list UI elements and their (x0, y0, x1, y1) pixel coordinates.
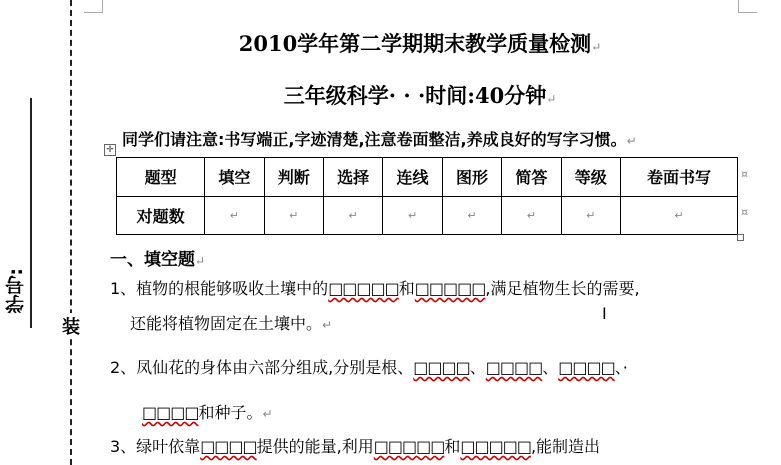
binding-dashed-line (70, 0, 72, 465)
score-cell[interactable]: ↵ (264, 196, 323, 235)
q3-mid-2: 和 (444, 437, 461, 456)
q1-prefix: 1、植物的根能够吸收土壤中的 (110, 279, 329, 298)
q2-blank-4[interactable]: □□□□ (142, 403, 199, 422)
q2-prefix: 2、凤仙花的身体由六部分组成,分别是根、 (110, 358, 414, 377)
q1-blank-1[interactable]: □□□□□ (328, 279, 399, 298)
q1-mid: 和 (398, 279, 415, 298)
q3-suffix: ,能制造出 (530, 437, 601, 456)
header-grade: 等级 (561, 158, 620, 197)
q1-suffix: ,满足植物生长的需要, (485, 279, 640, 298)
score-table (116, 157, 738, 235)
header-matching: 连线 (383, 158, 442, 197)
exam-subtitle (150, 80, 690, 110)
header-multiple-choice: 选择 (323, 158, 382, 197)
q1-line2: 还能将植物固定在土壤中。 (130, 314, 323, 333)
margin-corner-mark-right (738, 0, 757, 13)
name-field-line (30, 98, 32, 328)
margin-corner-mark-left (84, 0, 103, 13)
header-short-answer: 简答 (502, 158, 561, 197)
q2-sep-2: 、 (542, 358, 559, 377)
q2-sep-1: 、 (469, 358, 486, 377)
section-heading-text: 一、填空题 (110, 250, 195, 270)
q2-blank-3[interactable]: □□□□ (558, 358, 615, 377)
text-cursor-icon: I (602, 304, 607, 323)
score-table-count-row (117, 196, 738, 235)
q2-sep-3: 、· (614, 358, 628, 377)
header-question-type: 题型 (117, 158, 205, 197)
q3-blank-3[interactable]: □□□□□ (460, 437, 531, 456)
exam-notice-text: 同学们请注意:书写端正,字迹清楚,注意卷面整洁,养成良好的写字习惯。 (122, 130, 627, 149)
row-end-mark: ¤ (741, 206, 748, 219)
student-number-label: 学号: (5, 268, 27, 314)
question-2-line-2 (142, 400, 273, 423)
q3-blank-2[interactable]: □□□□□ (373, 437, 445, 456)
table-move-handle-icon[interactable]: ✛ (104, 144, 116, 156)
question-2-line-1 (110, 355, 628, 378)
q3-mid-1: 提供的能量,利用 (256, 437, 374, 456)
question-1-line-2 (130, 311, 332, 334)
header-handwriting: 卷面书写 (620, 158, 737, 197)
score-cell[interactable]: ↵ (502, 196, 561, 235)
paragraph-mark: ↵ (626, 134, 637, 148)
score-cell[interactable]: ↵ (561, 196, 620, 235)
question-1-line-1 (110, 276, 640, 299)
table-resize-handle-icon[interactable] (737, 234, 744, 241)
score-table-header-row (117, 158, 738, 197)
q1-blank-2[interactable]: □□□□□ (414, 279, 486, 298)
paragraph-mark: ↵ (262, 407, 273, 421)
exam-title-text: 2010学年第二学期期末教学质量检测 (238, 31, 592, 56)
row-end-mark: ¤ (741, 168, 748, 181)
binding-label: 装 (60, 313, 82, 339)
q2-blank-2[interactable]: □□□□ (485, 358, 543, 377)
paragraph-mark: ↵ (322, 318, 333, 332)
exam-title (150, 28, 690, 58)
exam-subtitle-text: 三年级科学· · ·时间:40分钟 (283, 83, 547, 108)
q3-prefix: 3、绿叶依靠 (110, 437, 201, 456)
header-true-false: 判断 (264, 158, 323, 197)
q2-blank-1[interactable]: □□□□ (413, 358, 470, 377)
header-fill-blank: 填空 (205, 158, 264, 197)
q3-blank-1[interactable]: □□□□ (200, 437, 257, 456)
score-cell[interactable]: ↵ (205, 196, 264, 235)
section-heading (110, 245, 205, 270)
score-cell[interactable]: ↵ (620, 196, 737, 235)
score-cell[interactable]: ↵ (383, 196, 442, 235)
header-diagram: 图形 (442, 158, 501, 197)
exam-notice (122, 127, 637, 150)
paragraph-mark: ↵ (591, 40, 602, 54)
row-label-correct-count: 对题数 (117, 196, 205, 235)
score-cell[interactable]: ↵ (442, 196, 501, 235)
paragraph-mark: ↵ (195, 254, 206, 268)
score-cell[interactable]: ↵ (323, 196, 382, 235)
paragraph-mark: ↵ (546, 92, 557, 106)
question-3-line-1 (110, 434, 600, 457)
q2-tail: 和种子。 (198, 403, 263, 422)
